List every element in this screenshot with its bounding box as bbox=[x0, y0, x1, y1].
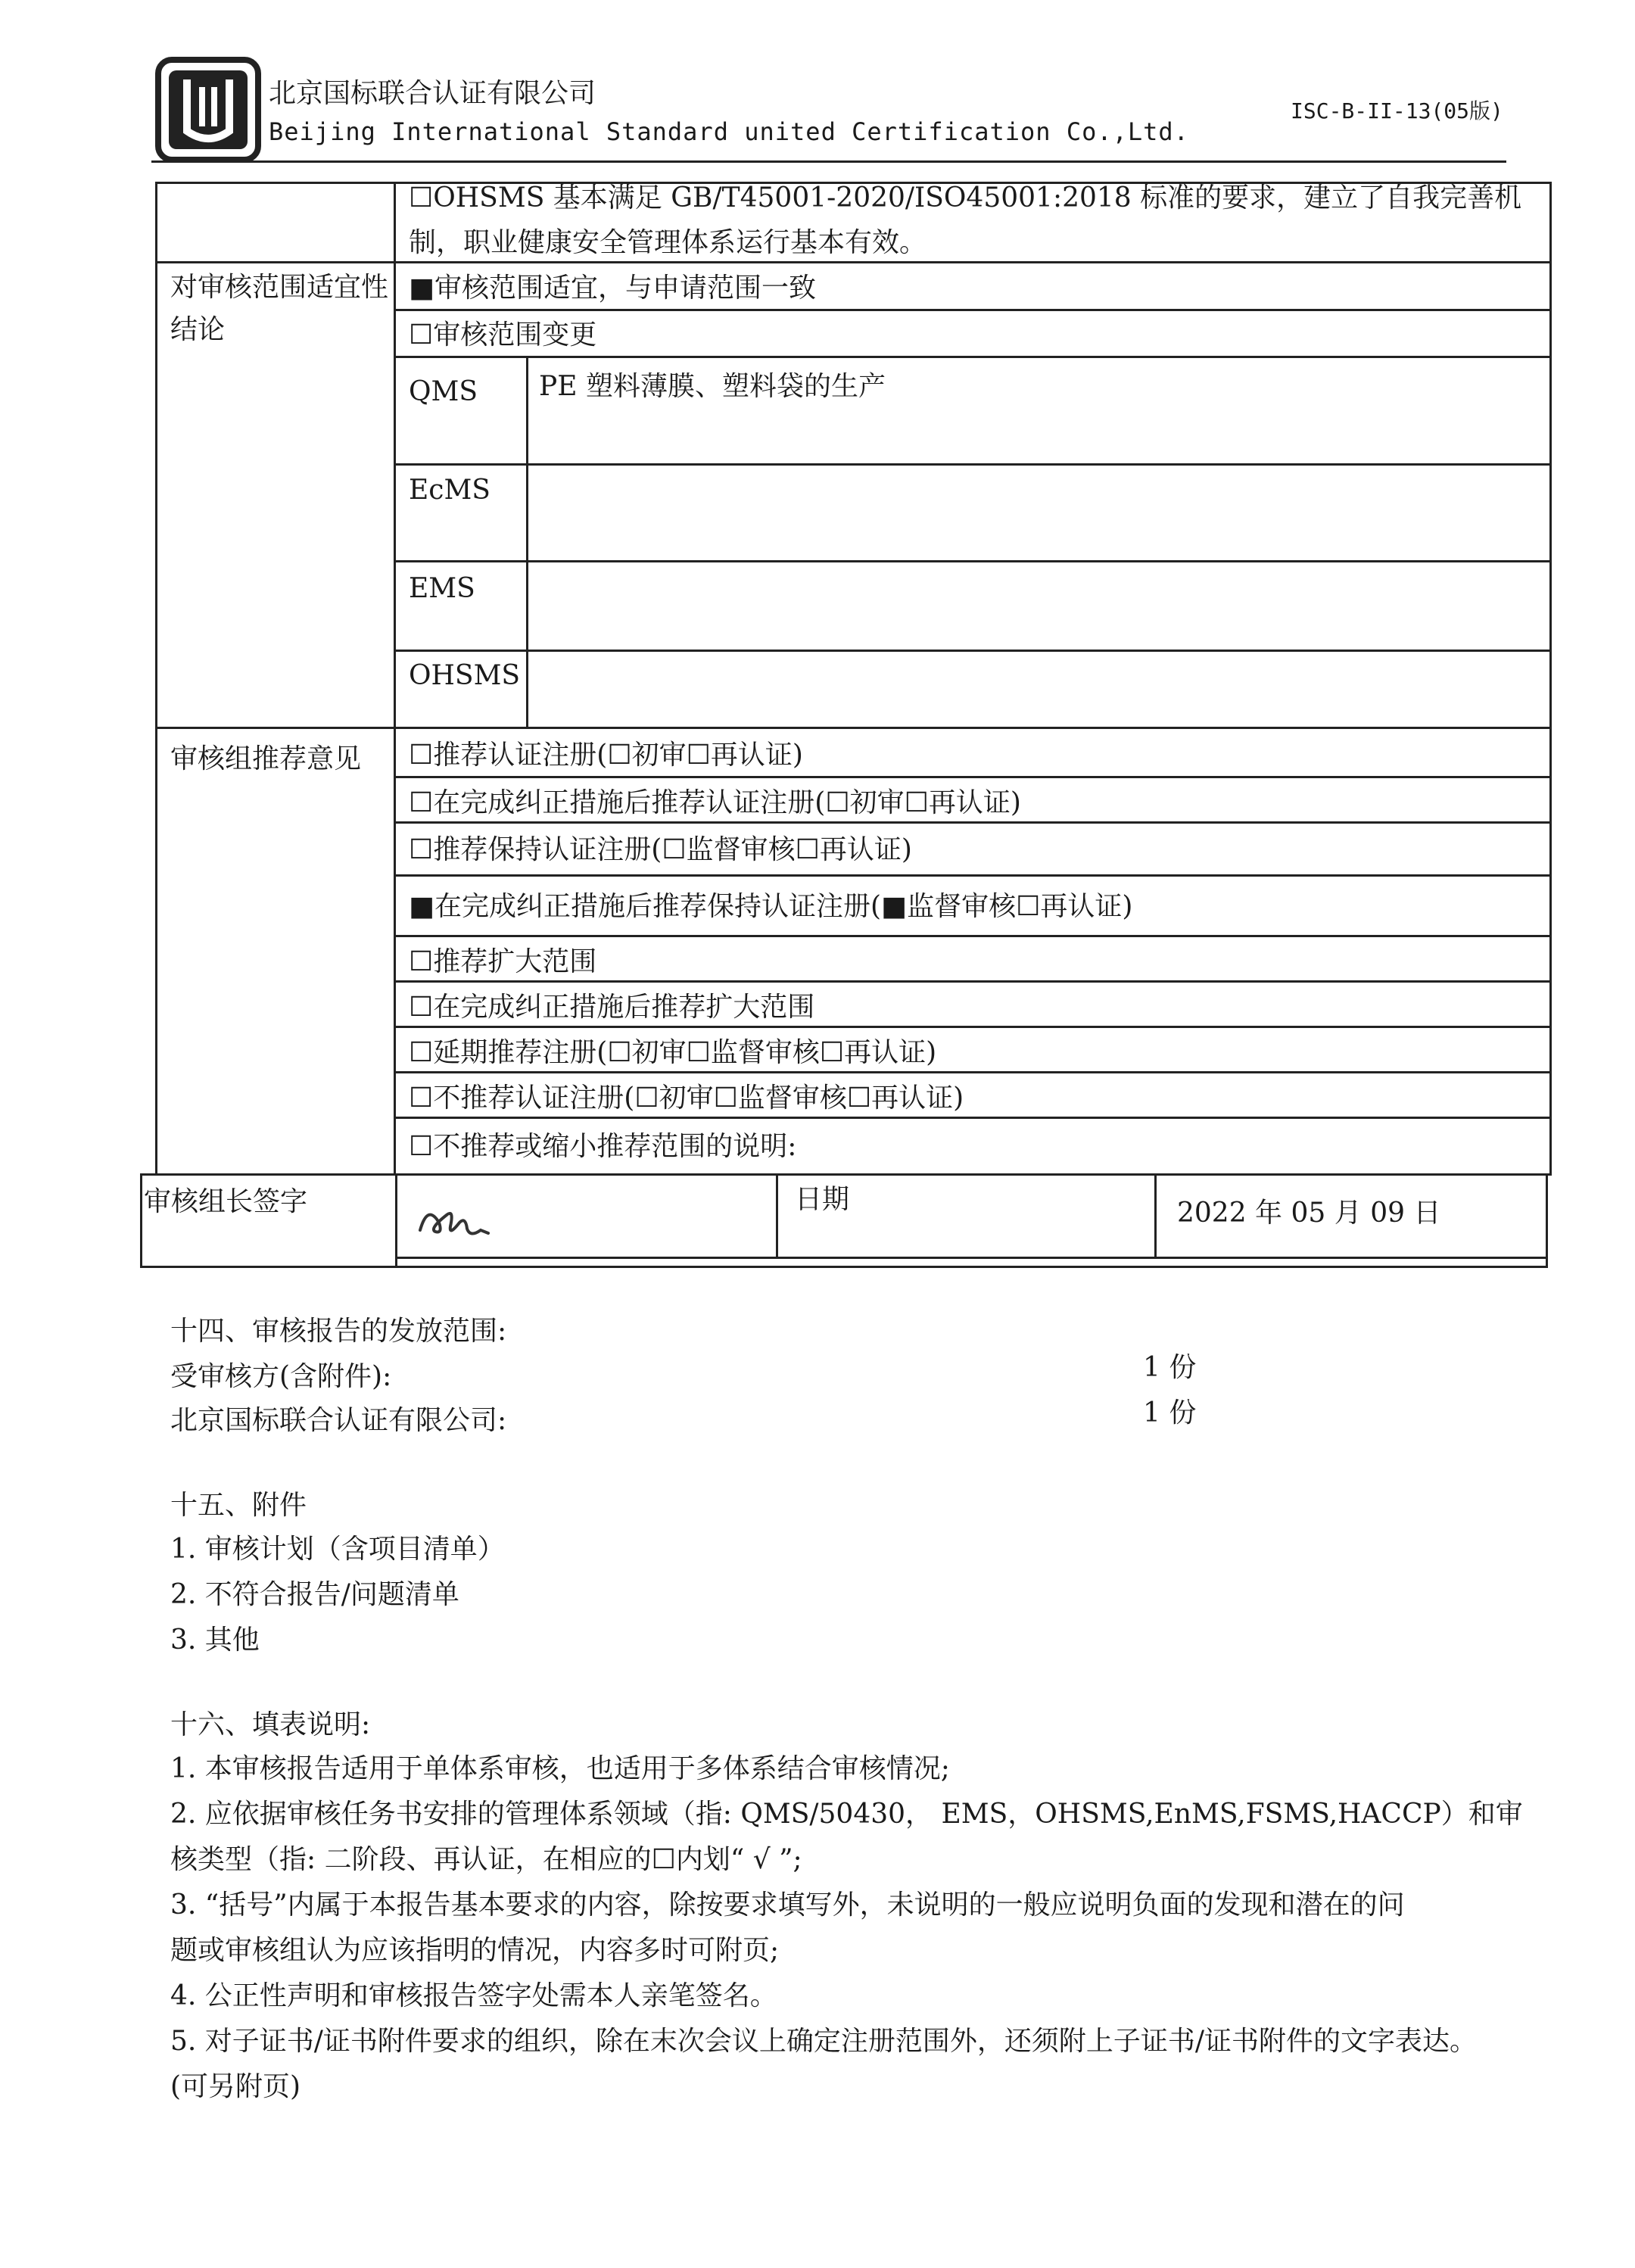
instruction-line: 5. 对子证书/证书附件要求的组织，除在末次会议上确定注册范围外，还须附上子证书/证书附件的文字表达。 bbox=[170, 2026, 1478, 2057]
instruction-line: 核类型（指: 二阶段、再认证，在相应的☐内划“ √ ”; bbox=[170, 1844, 802, 1875]
recommend-option: ☐在完成纠正措施后推荐认证注册(☐初审☐再认证) bbox=[409, 787, 1021, 818]
system-scope-qms: PE 塑料薄膜、塑料袋的生产 bbox=[539, 371, 886, 402]
instruction-line: 4. 公正性声明和审核报告签字处需本人亲笔签名。 bbox=[170, 1980, 777, 2011]
instruction-line: (可另附页) bbox=[170, 2071, 301, 2102]
date-value: 2022 年 05 月 09 日 bbox=[1177, 1198, 1441, 1229]
leader-sign-label: 审核组长签字 bbox=[144, 1186, 308, 1217]
scope-label: 对审核范围适宜性结论 bbox=[170, 272, 389, 345]
recommend-option: ■在完成纠正措施后推荐保持认证注册(■监督审核☐再认证) bbox=[409, 891, 1133, 922]
system-name-qms: QMS bbox=[409, 376, 478, 407]
instruction-line: 1. 本审核报告适用于单体系审核，也适用于多体系结合审核情况; bbox=[170, 1753, 950, 1784]
ohsms-conclusion: ☐OHSMS 基本满足 GB/T45001-2020/ISO45001:2018 标准的要求，建立了自我完善机制，职业健康安全管理体系运行基本有效。 bbox=[409, 182, 1522, 259]
instruction-line: 题或审核组认为应该指明的情况，内容多时可附页; bbox=[170, 1935, 780, 1966]
recommend-option: ☐推荐扩大范围 bbox=[409, 946, 597, 977]
instruction-line: 2. 应依据审核任务书安排的管理体系领域（指: QMS/50430， EMS，OHSMS,EnMS,FSMS,HACCP）和审 bbox=[170, 1799, 1523, 1830]
recommend-option: ☐推荐认证注册(☐初审☐再认证) bbox=[409, 740, 803, 771]
section14-title: 十四、审核报告的发放范围: bbox=[170, 1316, 507, 1347]
header-divider bbox=[151, 160, 1506, 163]
attachment-item: 3. 其他 bbox=[170, 1625, 260, 1656]
attachment-item: 1. 审核计划（含项目清单） bbox=[170, 1534, 505, 1565]
attachment-item: 2. 不符合报告/问题清单 bbox=[170, 1579, 459, 1610]
company-name-cn: 北京国标联合认证有限公司 bbox=[269, 78, 596, 109]
instruction-line: 3. “括号”内属于本报告基本要求的内容，除按要求填写外，未说明的一般应说明负面的发现和潜在的问 bbox=[170, 1889, 1405, 1921]
recommend-option: ☐不推荐或缩小推荐范围的说明: bbox=[409, 1131, 797, 1162]
recommend-option: ☐延期推荐注册(☐初审☐监督审核☐再认证) bbox=[409, 1037, 937, 1068]
scope-option-changed: ☐审核范围变更 bbox=[409, 319, 597, 350]
document-number: ISC-B-II-13(05版) bbox=[1291, 98, 1503, 123]
distribution-count: 1 份 bbox=[1143, 1397, 1197, 1428]
system-name-ems: EMS bbox=[409, 573, 475, 604]
recommend-option: ☐推荐保持认证注册(☐监督审核☐再认证) bbox=[409, 834, 912, 865]
leader-signature bbox=[413, 1200, 496, 1245]
recommend-option: ☐不推荐认证注册(☐初审☐监督审核☐再认证) bbox=[409, 1083, 964, 1114]
distribution-count: 1 份 bbox=[1143, 1352, 1197, 1383]
recommend-option: ☐在完成纠正措施后推荐扩大范围 bbox=[409, 992, 815, 1023]
section15-title: 十五、附件 bbox=[170, 1490, 307, 1521]
company-logo bbox=[155, 57, 261, 163]
distribution-label: 受审核方(含附件): bbox=[170, 1361, 392, 1392]
system-name-ohsms: OHSMS bbox=[409, 660, 521, 691]
recommend-label: 审核组推荐意见 bbox=[170, 743, 362, 774]
section16-title: 十六、填表说明: bbox=[170, 1709, 371, 1740]
distribution-label: 北京国标联合认证有限公司: bbox=[170, 1405, 507, 1436]
company-name-en: Beijing International Standard united Certification Co.,Ltd. bbox=[269, 117, 1189, 146]
date-label: 日期 bbox=[795, 1184, 850, 1215]
system-name-ecms: EcMS bbox=[409, 475, 490, 506]
scope-option-consistent: ■审核范围适宜，与申请范围一致 bbox=[409, 273, 817, 304]
